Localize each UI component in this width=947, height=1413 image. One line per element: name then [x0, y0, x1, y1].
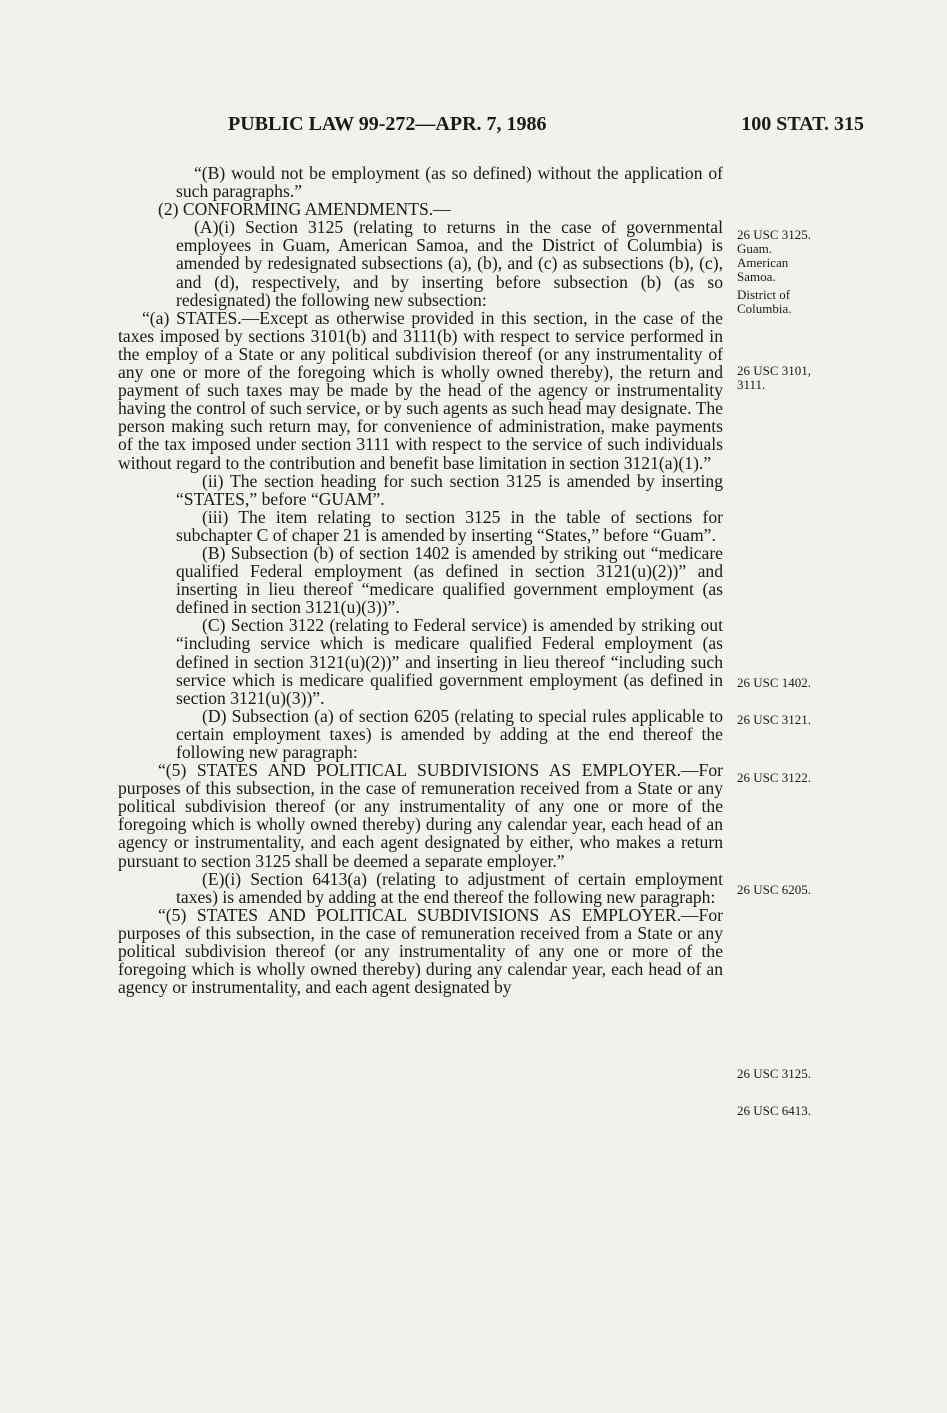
paragraph-states-employer-1: “(5) STATES AND POLITICAL SUBDIVISIONS AS EMPLOYER.—For purposes of this subsection, in the case of remuneration received from a State or any political subdivision thereof (or any instrumentality of any one or more of the foregoing which is wholly owned thereby) during any calendar year, each head of an agency or instrumentality, and each agent designated by either, who makes a return pursuant to section 3125 shall be deemed a separate employer.” — [118, 760, 723, 871]
paragraph-states-employer-2: “(5) STATES AND POLITICAL SUBDIVISIONS AS EMPLOYER.—For purposes of this subsection, in the case of remuneration received from a State or any political subdivision thereof (or any instrumentality of any one or more of the foregoing which is wholly owned thereby) during any calendar year, each head of an agency or instrumentality, and each agent designated by — [118, 904, 723, 998]
paragraph-b: “(B) would not be employment (as so defined) without the application of such paragraphs.” — [176, 163, 723, 202]
paragraph-d-6205: (D) Subsection (a) of section 6205 (relating to special rules applicable to certain employment taxes) is amended by adding at the end thereof the following new paragraph: — [176, 705, 723, 762]
paragraph-c-3122: (C) Section 3122 (relating to Federal service) is amended by striking out “including service which is medicare qualified Federal employment (as defined in section 3121(u)(2))” and inserting in lieu thereof “including such service which is medicare qualified government employment (as defined in section 3121(u)(3))”. — [176, 615, 723, 708]
margin-note-26-usc-1402: 26 USC 1402. — [737, 675, 812, 690]
margin-note-26-usc-6205: 26 USC 6205. — [737, 882, 812, 897]
paragraph-e-6413: (E)(i) Section 6413(a) (relating to adjustment of certain employment taxes) is amended by adding at the end thereof the following new paragraph: — [176, 868, 723, 907]
margin-note-26-usc-3101: 26 USC 3101, 3111. — [737, 363, 812, 392]
header-stat-page: 100 STAT. 315 — [741, 113, 864, 135]
header-title: PUBLIC LAW 99-272—APR. 7, 1986 — [228, 113, 547, 135]
paragraph-b-1402: (B) Subsection (b) of section 1402 is amended by striking out “medicare qualified Federal employment (as defined in section 3121(u)(2))” and inserting in lieu thereof “medicare qualified government employment (as defined in section 3121(u)(3))”. — [176, 542, 723, 618]
margin-note-26-usc-3125-b: 26 USC 3125. — [737, 1066, 812, 1081]
margin-note-26-usc-3125: 26 USC 3125. — [737, 227, 812, 242]
margin-note-american-samoa: American Samoa. — [737, 255, 789, 284]
margin-note-26-usc-3121: 26 USC 3121. — [737, 712, 812, 727]
margin-note-district-of-columbia: District of Columbia. — [737, 287, 792, 316]
body-text — [118, 164, 723, 996]
margin-note-26-usc-3122: 26 USC 3122. — [737, 770, 812, 785]
paragraph-iii: (iii) The item relating to section 3125 in the table of sections for subchapter C of chaper 21 is amended by inserting “States,” before “Guam”. — [176, 506, 723, 545]
paragraph-states-subsection: “(a) STATES.—Except as otherwise provided in this section, in the case of the taxes imposed by sections 3101(b) and 3111(b) with respect to service performed in the employ of a State or any political subdivision thereof (or any instrumentality of any one or more of the foregoing which is wholly owned thereby), the return and payment of such taxes may be made by the head of the agency or instrumentality having the control of such service, or by such agents as such head may designate. The person making such return may, for convenience of administration, make payments of the tax imposed under section 3111 with respect to the service of such individuals without regard to the contribution and benefit base limitation in section 3121(a)(1).” — [118, 307, 723, 473]
margin-note-26-usc-6413: 26 USC 6413. — [737, 1103, 812, 1118]
margin-note-guam: Guam. — [737, 241, 773, 256]
paragraph-ii: (ii) The section heading for such section 3125 is amended by inserting “STATES,” before “GUAM”. — [176, 470, 723, 509]
paragraph-a-i: (A)(i) Section 3125 (relating to returns in the case of governmental employees in Guam, American Samoa, and the District of Columbia) is amended by redesignated subsections (a), (b), and (c) as subsections (b), (c), and (d), respectively, and by inserting before subsection (b) (as so redesignated) the following new subsection: — [176, 217, 723, 310]
paragraph-conforming-amendments: (2) CONFORMING AMENDMENTS.— — [158, 199, 451, 220]
page-header — [228, 113, 864, 143]
